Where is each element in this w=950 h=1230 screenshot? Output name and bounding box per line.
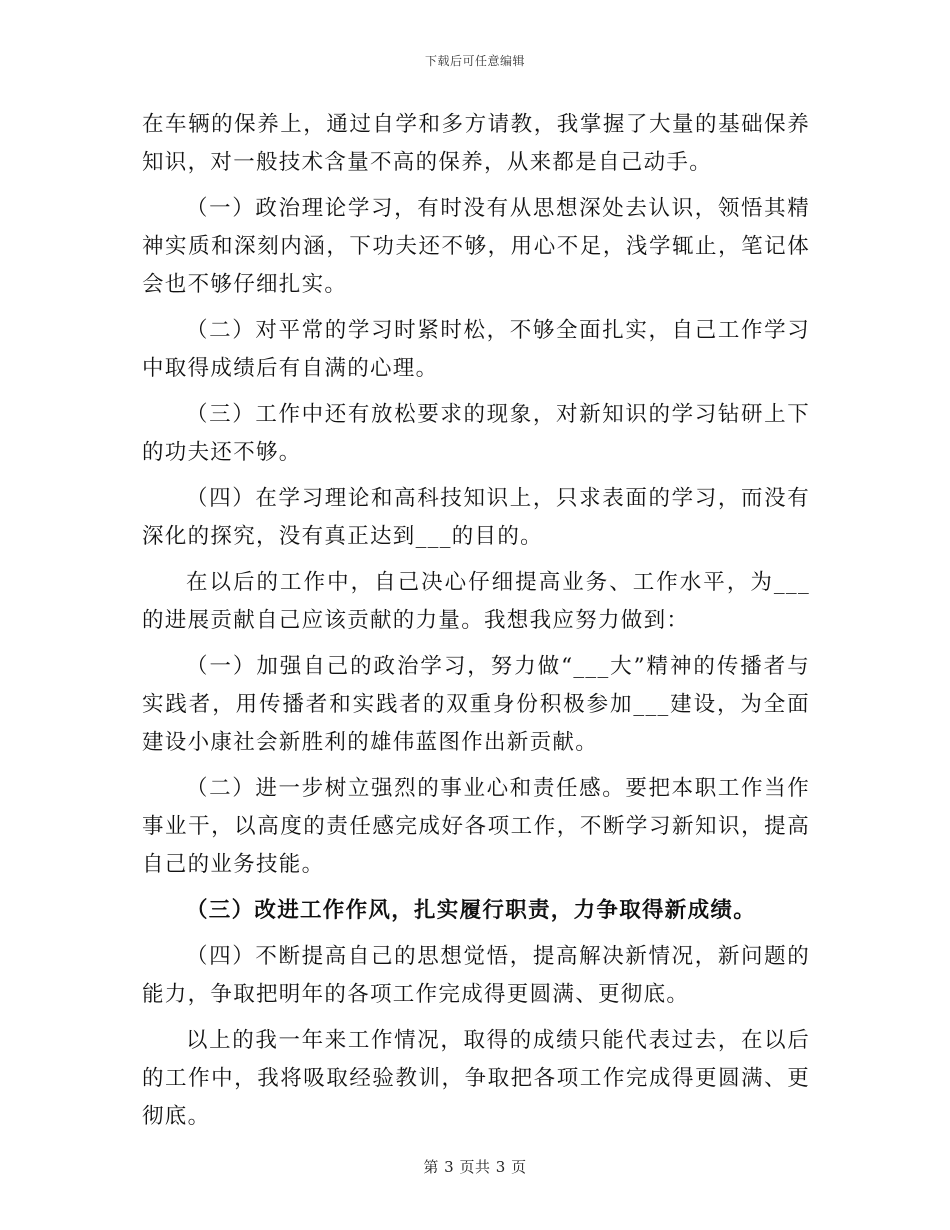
paragraph-goal-2: （二）进一步树立强烈的事业心和责任感。要把本职工作当作事业干，以高度的责任感完成好各项工作，不断学习新知识，提高自己的业务技能。: [142, 776, 810, 877]
paragraph-goal-1: （一）加强自己的政治学习，努力做“___大”精神的传播者与实践者，用传播者和实践者的双重身份积极参加___建设，为全面建设小康社会新胜利的雄伟蓝图作出新贡献。: [142, 654, 810, 755]
paragraph-conclusion: 以上的我一年来工作情况，取得的成绩只能代表过去，在以后的工作中，我将吸取经验教训，争取把各项工作完成得更圆满、更彻底。: [142, 1028, 810, 1129]
paragraph-goal-4: （四）不断提高自己的思想觉悟，提高解决新情况，新问题的能力，争取把明年的各项工作完成得更圆满、更彻底。: [142, 944, 810, 1007]
paragraph-shortcoming-3: （三）工作中还有放松要求的现象，对新知识的学习钻研上下的功夫还不够。: [142, 402, 810, 465]
paragraph-shortcoming-2: （二）对平常的学习时紧时松，不够全面扎实，自己工作学习中取得成绩后有自满的心理。: [142, 318, 810, 381]
paragraph-goal-3: （三）改进工作作风，扎实履行职责，力争取得新成绩。: [186, 898, 757, 923]
paragraph-shortcoming-1: （一）政治理论学习，有时没有从思想深处去认识，领悟其精神实质和深刻内涵，下功夫还不够，用心不足，浅学辄止，笔记体会也不够仔细扎实。: [142, 196, 810, 297]
page-header: 下载后可任意编辑: [424, 54, 525, 68]
document-body: [142, 106, 810, 1144]
paragraph-shortcoming-4: （四）在学习理论和高科技知识上，只求表面的学习，而没有深化的探究，没有真正达到___的目的。: [142, 486, 810, 549]
paragraph-future-intro: 在以后的工作中，自己决心仔细提高业务、工作水平，为___的进展贡献自己应该贡献的力量。我想我应努力做到：: [142, 570, 810, 633]
paragraph-vehicle-maintenance: 在车辆的保养上，通过自学和多方请教，我掌握了大量的基础保养知识，对一般技术含量不高的保养，从来都是自己动手。: [142, 112, 810, 175]
page-number-footer: 第 3 页共 3 页: [423, 1158, 527, 1176]
